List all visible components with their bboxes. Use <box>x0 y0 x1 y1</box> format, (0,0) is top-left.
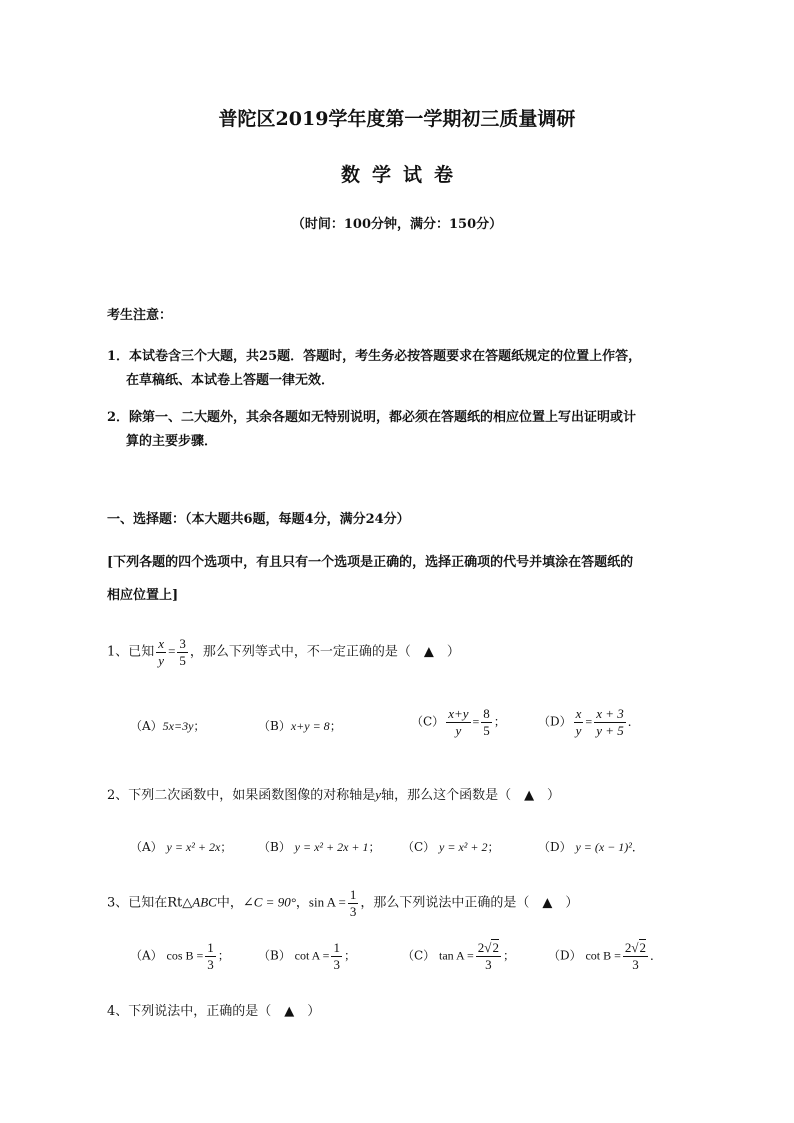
q3-option-b <box>258 940 356 972</box>
q3-option-a-frac <box>205 940 216 972</box>
q2-option-d-end: ． <box>631 840 644 854</box>
q3-option-c-num-radicand: 2 <box>492 940 499 955</box>
q2-option-a-expr: y = x² + 2x <box>166 840 221 854</box>
q1-option-c-end: ； <box>493 714 506 729</box>
q2-option-d-label: （D） <box>538 840 572 854</box>
q3-option-d-end: ． <box>650 948 663 963</box>
q3-suffix: ，那么下列说法中正确的是（ ▲ ） <box>360 895 579 911</box>
q3-option-a-expr: cos B = <box>166 948 204 963</box>
section-1-instruction-line-1: [下列各题的四个选项中，有且只有一个选项是正确的，选择正确项的代号并填涂在答题纸的 <box>107 555 634 570</box>
question-2-stem <box>107 784 560 803</box>
q1-fraction-right-num: 3 <box>179 636 186 651</box>
q3-option-c-den: 3 <box>485 956 492 972</box>
q1-suffix: ，那么下列等式中，不一定正确的是（ ▲ ） <box>189 644 460 660</box>
q3-option-a-label: （A） <box>130 948 163 963</box>
q3-prefix: 3、已知在Rt△ <box>107 895 193 911</box>
q2-option-a-label: （A） <box>130 840 163 854</box>
q2-option-b <box>258 838 381 855</box>
q3-option-c-end: ； <box>502 948 515 963</box>
q2-option-c <box>402 838 499 855</box>
q3-option-c-label: （C） <box>402 948 436 963</box>
q1-option-d-rnum: x + 3 <box>596 706 624 721</box>
exam-time-info: （时间：100分钟，满分：150分） <box>291 217 503 232</box>
q3-option-b-frac <box>331 940 342 972</box>
q3-sin-num: 1 <box>349 887 357 902</box>
q1-option-c-equals: = <box>472 714 480 729</box>
q3-option-c-num-coef: 2 <box>477 940 485 955</box>
q3-option-b-den: 3 <box>333 956 340 972</box>
q2-option-a-end: ； <box>220 840 233 854</box>
q1-option-d <box>538 706 640 738</box>
q3-option-c-expr: tan A = <box>439 948 474 963</box>
section-1-heading: 一、选择题：（本大题共6题，每题4分，满分24分） <box>107 512 410 527</box>
q1-option-c-rnum: 8 <box>483 706 490 721</box>
q1-option-b-label: （B） <box>258 719 291 733</box>
notice-item-1-line-2: 在草稿纸、本试卷上答题一律无效． <box>126 373 335 388</box>
exam-title: 普陀区2019学年度第一学期初三质量调研 <box>218 108 576 130</box>
q3-option-d-den: 3 <box>632 956 639 972</box>
q1-option-c-frac-right <box>481 706 492 738</box>
q3-option-d-num-radicand: 2 <box>639 940 647 955</box>
q1-option-c-num: x+y <box>448 706 469 721</box>
q3-comma: ， <box>295 895 309 911</box>
q3-option-d-num-coef: 2 <box>624 940 632 955</box>
q1-option-c <box>411 706 506 738</box>
q1-option-a-end: ； <box>193 719 206 733</box>
q1-prefix: 1、已知 <box>107 644 155 660</box>
q1-option-d-frac-right <box>594 706 626 738</box>
q1-equals: = <box>168 643 176 659</box>
q3-option-d-num <box>623 940 648 957</box>
q1-option-b-expr: x+y = 8 <box>290 719 330 733</box>
q3-option-d-expr: cot B = <box>585 948 621 963</box>
section-1-instruction-line-2: 相应位置上] <box>107 588 179 603</box>
q1-option-c-frac-left <box>446 706 470 738</box>
q1-fraction-left <box>156 636 166 668</box>
q2-option-a <box>130 838 232 855</box>
q3-option-b-num: 1 <box>333 940 340 955</box>
q1-option-d-frac-left <box>574 706 584 738</box>
q1-fraction-right-den: 5 <box>179 652 186 668</box>
q1-option-c-label: （C） <box>411 714 445 729</box>
q3-option-d-frac <box>623 940 648 972</box>
q1-option-d-num: x <box>575 706 582 721</box>
notice-heading: 考生注意： <box>107 308 173 323</box>
q3-option-c <box>402 940 515 972</box>
question-3-stem <box>107 887 578 919</box>
q1-fraction-left-num: x <box>158 636 165 651</box>
sqrt-icon: √ <box>631 940 639 955</box>
q1-option-c-rden: 5 <box>483 722 490 738</box>
q2-option-b-expr: y = x² + 2x + 1 <box>294 840 369 854</box>
q1-option-d-end: ． <box>627 714 640 729</box>
q3-sin: sin A = <box>308 894 346 910</box>
q1-option-b <box>258 717 342 734</box>
q1-option-a-expr: 5x=3y <box>162 719 194 733</box>
notice-item-2-line-1: 2．除第一、二大题外，其余各题如无特别说明，都必须在答题纸的相应位置上写出证明或计 <box>107 410 637 425</box>
q2-option-c-end: ； <box>487 840 500 854</box>
q2-option-d <box>538 838 644 855</box>
q3-option-c-num <box>476 940 501 957</box>
q1-fraction-right <box>177 636 188 668</box>
q3-option-d <box>548 940 662 972</box>
q2-axis: y <box>375 787 382 802</box>
q2-prefix: 2、下列二次函数中，如果函数图像的对称轴是 <box>107 788 376 803</box>
q3-mid: 中， <box>216 895 243 911</box>
q3-option-a-den: 3 <box>207 956 214 972</box>
q2-option-c-expr: y = x² + 2 <box>439 840 488 854</box>
q1-fraction-left-den: y <box>158 652 165 668</box>
q1-option-d-label: （D） <box>538 714 572 729</box>
q2-suffix: 轴，那么这个函数是（ ▲ ） <box>381 788 561 803</box>
q3-option-b-end: ； <box>343 948 356 963</box>
q1-option-d-den: y <box>575 722 582 738</box>
q3-angle: ∠C = 90° <box>242 894 296 910</box>
question-4-stem: 4、下列说法中，正确的是（ ▲ ） <box>107 1004 321 1019</box>
notice-item-1-line-1: 1．本试卷含三个大题，共25题．答题时，考生务必按答题要求在答题纸规定的位置上作答， <box>107 349 642 364</box>
q1-option-a-label: （A） <box>130 719 163 733</box>
q1-option-d-equals: = <box>585 714 593 729</box>
q1-option-c-den: y <box>455 722 462 738</box>
sqrt-icon: √ <box>484 940 492 955</box>
q1-option-d-rden: y + 5 <box>596 722 624 738</box>
notice-item-2-line-2: 算的主要步骤． <box>126 434 218 449</box>
q2-option-d-expr: y = (x − 1)² <box>575 840 632 854</box>
q3-sin-fraction <box>348 887 359 919</box>
q2-option-c-label: （C） <box>402 840 436 854</box>
exam-subtitle: 数学试卷 <box>340 164 465 186</box>
q3-option-c-frac <box>476 940 501 972</box>
q3-option-b-label: （B） <box>258 948 291 963</box>
q3-option-a-end: ； <box>217 948 230 963</box>
q3-sin-den: 3 <box>349 903 357 919</box>
q2-option-b-end: ； <box>368 840 381 854</box>
q1-option-a <box>130 717 205 734</box>
q3-option-b-expr: cot A = <box>294 948 330 963</box>
q1-option-b-end: ； <box>329 719 342 733</box>
q3-option-a-num: 1 <box>207 940 214 955</box>
question-1-stem <box>107 636 460 668</box>
q2-option-b-label: （B） <box>258 840 291 854</box>
q3-triangle: ABC <box>192 894 217 910</box>
q3-option-d-label: （D） <box>548 948 582 963</box>
q3-option-a <box>130 940 230 972</box>
